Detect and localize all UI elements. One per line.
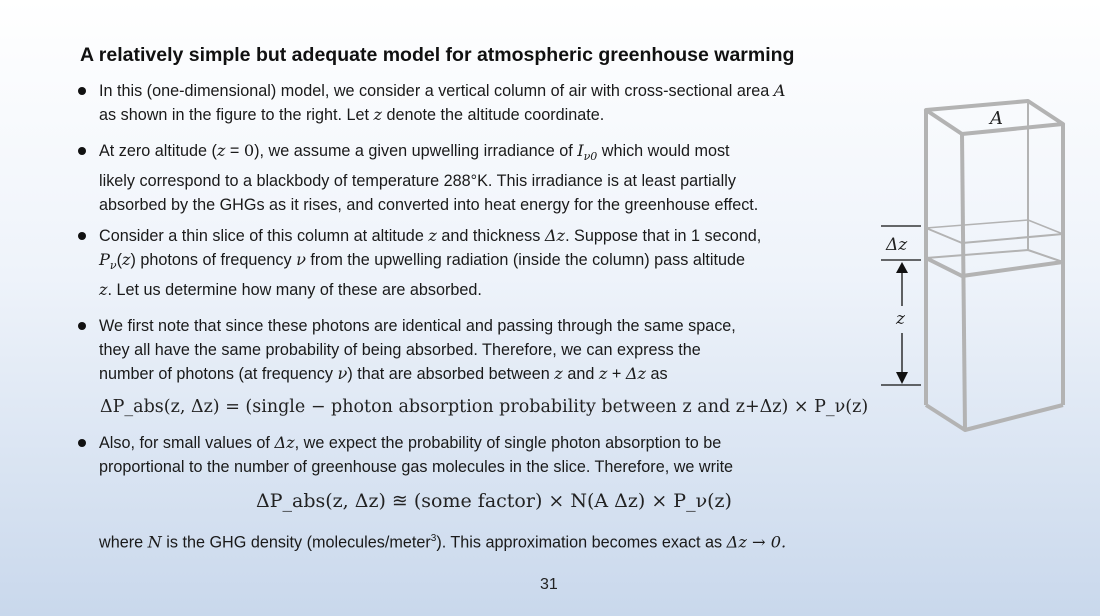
text: ) photons of frequency xyxy=(130,251,297,269)
math-z: z xyxy=(598,364,608,383)
math-subscript: ν xyxy=(109,259,117,273)
slice-upper-plane-back xyxy=(926,220,1063,234)
math-N: N xyxy=(147,532,162,552)
arrow-up-icon xyxy=(896,262,908,273)
text: ( xyxy=(116,251,122,269)
math-nu: ν xyxy=(337,364,348,383)
text: they all have the same probability of being absorbed. Therefore, we can express the xyxy=(99,341,701,359)
text: absorbed by the GHGs as it rises, and converted into heat energy for the greenhouse effect. xyxy=(99,196,759,215)
text: where xyxy=(99,533,148,552)
text: ). This approximation becomes exact as xyxy=(436,533,727,552)
text: , we expect the probability of single photon absorption to be xyxy=(294,434,722,452)
text: . Suppose that in 1 second, xyxy=(565,227,762,245)
arrow-down-icon xyxy=(896,372,908,384)
text: number of photons (at frequency xyxy=(99,365,338,383)
text: is the GHG density (molecules/meter xyxy=(161,533,431,552)
text: as shown in the figure to the right. Let xyxy=(99,106,374,124)
text: proportional to the number of greenhouse gas molecules in the slice. Therefore, we write xyxy=(99,458,734,476)
text: At zero altitude ( xyxy=(99,142,217,160)
text: ) that are absorbed between xyxy=(347,365,555,383)
text: and xyxy=(562,365,599,383)
math-z: z xyxy=(554,364,563,383)
slice-lower-plane xyxy=(926,258,1063,276)
slide-title: A relatively simple but adequate model for atmospheric greenhouse warming xyxy=(80,44,795,66)
math-dz: Δz xyxy=(625,364,647,383)
math-z: z xyxy=(373,105,382,124)
text: We first note that since these photons are identical and passing through the same space, xyxy=(99,317,736,335)
column-bottom xyxy=(926,405,1063,430)
text: ), we assume a given upwelling irradiance of xyxy=(254,142,578,160)
column-edge xyxy=(962,134,965,430)
text: which would most xyxy=(597,142,730,160)
text: denote the altitude coordinate. xyxy=(381,106,605,124)
math-z: z xyxy=(121,250,131,269)
math-dz: Δz xyxy=(544,226,566,245)
equation-1: ΔP_abs(z, Δz) = (single − photon absorption probability between z and z+Δz) × P_ν(z) xyxy=(100,397,869,417)
math-subscript: ν0 xyxy=(583,150,598,164)
text: from the upwelling radiation (inside the column) pass altitude xyxy=(305,251,746,269)
page-number: 31 xyxy=(540,576,558,593)
math-A: A xyxy=(773,81,786,100)
math-zero: 0 xyxy=(243,141,255,160)
text: Also, for small values of xyxy=(99,434,275,452)
label-z: z xyxy=(896,309,905,329)
text: Consider a thin slice of this column at altitude xyxy=(99,227,429,245)
math-nu: ν xyxy=(296,250,306,269)
math-P: P xyxy=(99,250,110,269)
text: = xyxy=(225,142,244,160)
text: + xyxy=(607,365,626,383)
math-limit: Δz → 0. xyxy=(726,532,787,552)
slice-lower-plane-back xyxy=(926,250,1063,262)
text: likely correspond to a blackbody of temperature 288°K. This irradiance is at least partially xyxy=(99,172,736,191)
equation-2: ΔP_abs(z, Δz) ≊ (some factor) × N(A Δz) × P_ν(z) xyxy=(256,490,732,512)
slice-upper-plane xyxy=(926,228,1063,243)
label-dz: Δz xyxy=(886,235,908,255)
label-area-A: A xyxy=(990,108,1003,129)
math-I: I xyxy=(577,141,584,160)
math-z: z xyxy=(216,141,226,160)
math-dz: Δz xyxy=(274,433,295,452)
text: as xyxy=(646,365,668,383)
superscript: 3 xyxy=(430,533,437,544)
math-z: z xyxy=(99,280,108,300)
text: and thickness xyxy=(436,227,545,245)
math-z: z xyxy=(428,226,437,245)
text: In this (one-dimensional) model, we consider a vertical column of air with cross-sectional area xyxy=(99,82,774,100)
text: . Let us determine how many of these are absorbed. xyxy=(107,281,482,300)
